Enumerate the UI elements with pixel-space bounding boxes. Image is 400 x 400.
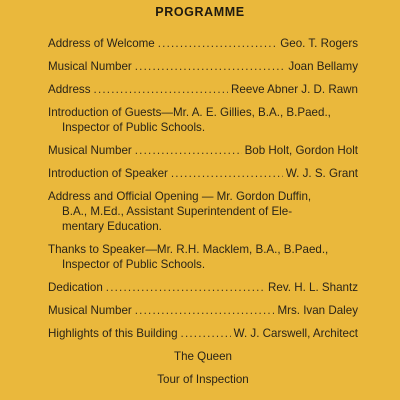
item-line: Address and Official Opening — Mr. Gordon Duffin, (48, 190, 312, 203)
programme-item-guests (48, 105, 358, 135)
item-speaker: Rev. H. L. Shantz (268, 281, 358, 294)
item-speaker: Bob Holt, Gordon Holt (244, 144, 358, 157)
leader-dots (94, 82, 229, 97)
item-text: Tour of Inspection (157, 373, 249, 386)
item-line: Inspector of Public Schools. (62, 258, 206, 271)
item-speaker: Joan Bellamy (288, 60, 358, 73)
item-label: Address (48, 83, 91, 96)
programme-list (48, 36, 358, 387)
programme-item-tour (48, 372, 358, 387)
programme-item-musical-2 (48, 143, 358, 158)
item-label: Introduction of Speaker (48, 167, 168, 180)
leader-dots (135, 303, 275, 318)
programme-title: PROGRAMME (155, 5, 245, 19)
programme-item-official-opening (48, 189, 358, 234)
programme-item-musical-1 (48, 59, 358, 74)
item-text: The Queen (173, 350, 232, 363)
item-speaker: W. J. S. Grant (285, 167, 358, 180)
item-line: Thanks to Speaker—Mr. R.H. Macklem, B.A., B.Paed., (48, 243, 329, 256)
leader-dots (158, 36, 277, 51)
item-speaker: Geo. T. Rogers (280, 37, 358, 50)
programme-item-welcome (48, 36, 358, 51)
programme-item-musical-3 (48, 303, 358, 318)
item-label: Musical Number (48, 60, 132, 73)
programme-item-intro-speaker (48, 166, 358, 181)
item-speaker: Mrs. Ivan Daley (277, 304, 358, 317)
item-label: Musical Number (48, 304, 132, 317)
programme-item-highlights (48, 326, 358, 341)
item-line: mentary Education. (62, 220, 162, 233)
programme-item-address (48, 82, 358, 97)
item-speaker: W. J. Carswell, Architect (233, 327, 358, 340)
programme-item-thanks (48, 242, 358, 272)
item-line: B.A., M.Ed., Assistant Superintendent of Ele- (62, 205, 293, 218)
item-label: Musical Number (48, 144, 132, 157)
leader-dots (181, 326, 231, 341)
leader-dots (106, 280, 265, 295)
programme-item-dedication (48, 280, 358, 295)
item-speaker: Reeve Abner J. D. Rawn (231, 83, 358, 96)
leader-dots (171, 166, 283, 181)
item-line: Introduction of Guests—Mr. A. E. Gillies, B.A., B.Paed., (48, 106, 331, 119)
leader-dots (135, 143, 242, 158)
item-label: Dedication (48, 281, 103, 294)
programme-item-queen (48, 349, 358, 364)
item-label: Highlights of this Building (48, 327, 178, 340)
item-line: Inspector of Public Schools. (62, 121, 206, 134)
leader-dots (135, 59, 286, 74)
item-label: Address of Welcome (48, 37, 155, 50)
